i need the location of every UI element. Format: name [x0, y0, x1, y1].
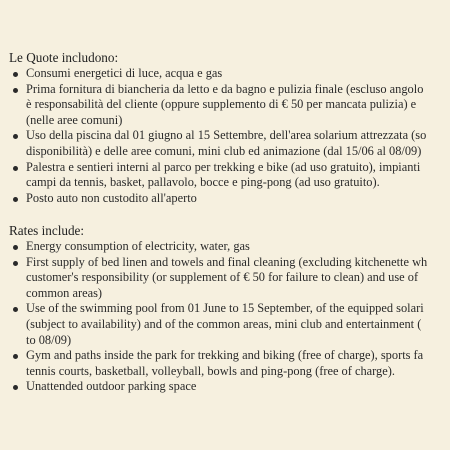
list-item — [9, 255, 427, 302]
list-item-line: Uso della piscina dal 01 giugno al 15 Settembre, dell'area solarium attrezzata (so — [26, 128, 427, 143]
list-item — [9, 379, 427, 395]
bullet-icon — [13, 261, 18, 266]
list-item — [9, 348, 427, 379]
list-item — [9, 301, 427, 348]
bullet-icon — [13, 245, 18, 250]
list-item-line: Prima fornitura di biancheria da letto e da bagno e pulizia finale (escluso angolo — [26, 81, 424, 96]
list-item-line: Consumi energetici di luce, acqua e gas — [26, 66, 223, 80]
italian-heading: Le Quote includono: — [9, 50, 119, 65]
bullet-icon — [13, 354, 18, 359]
english-heading: Rates include: — [9, 223, 85, 238]
italian-list — [9, 66, 426, 206]
bullet-icon — [13, 385, 18, 390]
list-item — [9, 239, 427, 255]
bullet-icon — [13, 88, 18, 93]
list-item-line: (subject to availability) and of the common areas, mini club and entertainment ( — [26, 316, 422, 331]
list-item-line: è responsabilità del cliente (oppure supplemento di € 50 per mancata pulizia) e — [26, 97, 417, 112]
list-item — [9, 191, 426, 207]
list-item-line: campi da tennis, basket, pallavolo, bocce e ping-pong (ad uso gratuito). — [26, 175, 380, 190]
list-item-line: to 08/09) — [26, 332, 72, 347]
english-list — [9, 239, 427, 395]
list-item — [9, 128, 426, 159]
bullet-icon — [13, 197, 18, 202]
list-item-line: Unattended outdoor parking space — [26, 379, 197, 394]
list-item-line: common areas) — [26, 285, 103, 300]
list-item-line: Gym and paths inside the park for trekking and biking (free of charge), sports fa — [26, 348, 424, 363]
list-item-line: customer's responsibility (or supplement of € 50 for failure to clean) and use of — [26, 270, 419, 285]
list-item-line: (nelle aree comuni) — [26, 112, 123, 127]
list-item-line: Use of the swimming pool from 01 June to 15 September, of the equipped solari — [26, 301, 424, 316]
list-item-line: disponibilità) e delle aree comuni, mini club ed animazione (dal 15/06 al 08/09) — [26, 143, 422, 158]
bullet-icon — [13, 166, 18, 171]
bullet-icon — [13, 72, 18, 77]
bullet-icon — [13, 134, 18, 139]
english-section — [9, 223, 427, 395]
list-item-line: Palestra e sentieri interni al parco per trekking e bike (ad uso gratuito), impianti — [26, 159, 421, 174]
italian-section — [9, 50, 426, 206]
list-item — [9, 66, 426, 82]
list-item — [9, 160, 426, 191]
list-item-line: First supply of bed linen and towels and final cleaning (excluding kitchenette wh — [26, 254, 428, 269]
bullet-icon — [13, 307, 18, 312]
list-item — [9, 82, 426, 129]
list-item-line: tennis courts, basketball, volleyball, bowls and ping-pong (free of charge). — [26, 363, 395, 378]
list-item-line: Posto auto non custodito all'aperto — [26, 190, 197, 205]
list-item-line: Energy consumption of electricity, water, gas — [26, 239, 250, 253]
